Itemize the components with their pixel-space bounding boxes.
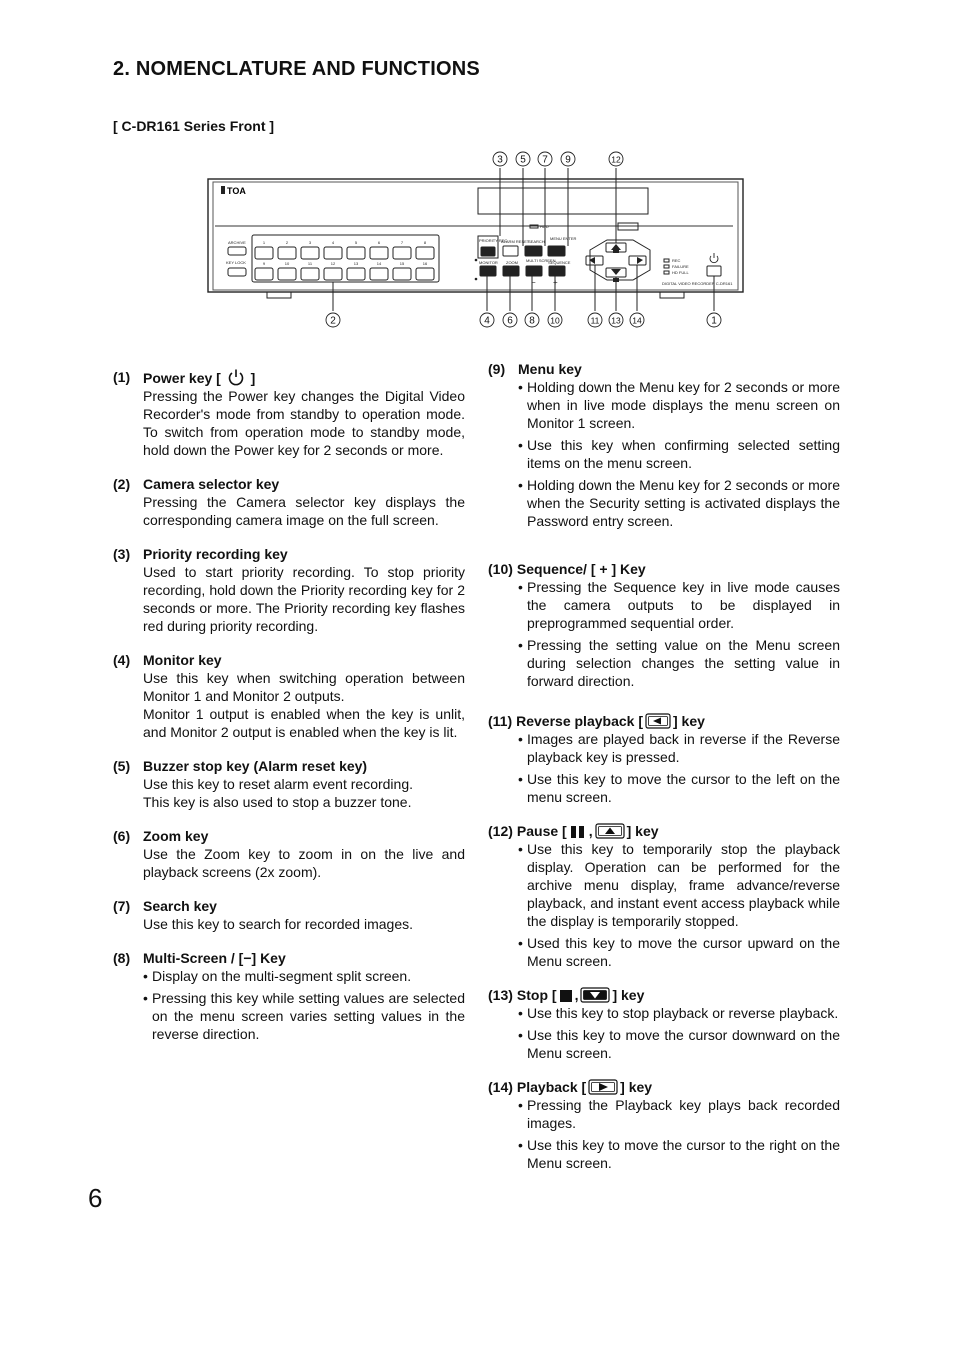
item-description: Use this key when switching operation between Monitor 1 and Monitor 2 outputs. — [143, 670, 465, 704]
item-title: Stop [ , ] key — [516, 987, 645, 1003]
search-label: SEARCH — [528, 239, 545, 244]
item-number: (12) — [488, 823, 513, 839]
camera-key-number: 15 — [399, 261, 405, 266]
camera-key — [347, 247, 365, 259]
item-number: (2) — [113, 476, 131, 492]
item-title: Playback [ ] key — [516, 1079, 653, 1095]
page-number: 6 — [88, 1183, 103, 1213]
item-multi-screen-key — [113, 949, 465, 1043]
camera-key — [393, 247, 411, 259]
callout-number: 2 — [330, 315, 336, 327]
camera-key-number: 10 — [284, 261, 290, 266]
zoom-label: ZOOM — [506, 260, 518, 265]
callout-number: 8 — [529, 315, 535, 327]
monitor-label: MONITOR — [479, 260, 498, 265]
item-title: Buzzer stop key (Alarm reset key) — [143, 758, 368, 774]
bullet: • Pressing the Playback key plays back recorded images. — [518, 1096, 840, 1132]
menu-label: MENU ENTER — [550, 236, 577, 241]
callout-number: 1 — [711, 315, 717, 327]
item-title: Search key — [143, 898, 217, 914]
camera-key — [416, 268, 434, 280]
callout-number: 10 — [550, 315, 560, 326]
archive-label: ARCHIVE — [228, 240, 246, 245]
item-number: (9) — [488, 361, 506, 377]
camera-key — [347, 268, 365, 280]
camera-key-number: 6 — [377, 240, 381, 245]
key-lock-label: KEY LOCK — [226, 260, 246, 265]
item-sequence-key — [488, 560, 840, 690]
camera-key-number: 13 — [353, 261, 359, 266]
item-description: Use this key to reset alarm event recording. — [143, 776, 414, 792]
camera-key-number: 2 — [285, 240, 289, 245]
front-panel-diagram — [205, 148, 750, 338]
item-playback-key — [488, 1078, 840, 1172]
item-title: Zoom key — [143, 828, 209, 844]
callout-number: 5 — [520, 154, 526, 166]
priority-label: PRIORITY REC — [479, 238, 508, 243]
bullet: • Holding down the Menu key for 2 seconds or more when the Security setting is activated displays the Password entry screen. — [518, 476, 840, 530]
reverse-playback-icon — [645, 713, 671, 729]
callout-number: 12 — [611, 154, 621, 165]
item-title: Power key [ ] — [143, 370, 256, 386]
camera-key-number: 1 — [262, 240, 266, 245]
callout-number: 9 — [565, 154, 571, 166]
camera-key-number: 11 — [307, 261, 313, 266]
left-column — [113, 368, 465, 1059]
camera-key — [255, 268, 273, 280]
item-stop-key — [488, 986, 840, 1062]
camera-key — [416, 247, 434, 259]
camera-key — [370, 268, 388, 280]
bullet: • Pressing this key while setting values are selected on the menu screen varies setting values in the reverse direction. — [143, 989, 465, 1043]
item-number: (1) — [113, 369, 131, 385]
item-number: (11) — [488, 713, 513, 729]
hd-full-label: HD FULL — [672, 270, 689, 275]
minus-label: − — [531, 278, 536, 287]
up-arrow-key-icon — [595, 823, 625, 839]
item-title: Sequence/ [ + ] Key — [516, 561, 646, 577]
camera-key-number: 12 — [330, 261, 336, 266]
camera-key — [324, 268, 342, 280]
item-search-key — [113, 897, 465, 933]
item-title: Priority recording key — [143, 546, 288, 562]
bullet: • Use this key to temporarily stop the playback display. Operation can be performed for the archive menu display, frame advance/reverse playback, and instant event access playback while the display is temporarily stopped. — [518, 840, 840, 930]
callout-number: 11 — [590, 315, 600, 326]
failure-label: FAILURE — [672, 264, 689, 269]
item-description: Monitor 1 output is enabled when the key is unlit, and Monitor 2 output is enabled when the key is lit. — [143, 706, 465, 740]
camera-key-number: 9 — [262, 261, 266, 266]
callout-number: 14 — [632, 315, 642, 326]
multi-label: MULTI SCREEN — [526, 258, 556, 263]
item-priority-recording-key — [113, 545, 465, 635]
hdd-label: HDD — [540, 224, 549, 229]
camera-key-number: 3 — [308, 240, 312, 245]
bullet: • Display on the multi-segment split screen. — [143, 967, 465, 985]
item-number: (14) — [488, 1079, 513, 1095]
down-arrow-key-icon — [580, 987, 610, 1003]
item-title: Camera selector key — [143, 476, 280, 492]
item-power-key — [113, 368, 465, 459]
item-description: Use the Zoom key to zoom in on the live and playback screens (2x zoom). — [143, 846, 465, 880]
camera-key — [301, 247, 319, 259]
item-title: Pause [ , ] key — [516, 823, 659, 839]
alarm-reset-label: ALARM RESET — [501, 239, 530, 244]
stop-icon — [559, 989, 573, 1003]
bullet: • Holding down the Menu key for 2 seconds or more when in live mode displays the menu screen on Monitor 1 screen. — [518, 378, 840, 432]
item-reverse-playback-key — [488, 712, 840, 806]
item-number: (4) — [113, 652, 131, 668]
item-description: Pressing the Camera selector key displays the corresponding camera image on the full screen. — [143, 494, 465, 528]
bullet: • Images are played back in reverse if the Reverse playback key is pressed. — [518, 730, 840, 766]
camera-key — [278, 268, 296, 280]
item-monitor-key — [113, 651, 465, 741]
bullet: • Use this key to move the cursor downward on the Menu screen. — [518, 1026, 840, 1062]
item-title: Reverse playback [ ] key — [516, 713, 705, 729]
model-label: DIGITAL VIDEO RECORDER C-DR161 — [662, 281, 733, 286]
bullet: • Use this key to move the cursor to the right on the Menu screen. — [518, 1136, 840, 1172]
item-number: (10) — [488, 561, 513, 577]
bullet: • Pressing the Sequence key in live mode causes the camera outputs to be displayed in preprogrammed sequential order. — [518, 578, 840, 632]
callout-number: 7 — [542, 154, 548, 166]
item-pause-key — [488, 822, 840, 970]
section-subtitle: [ C-DR161 Series Front ] — [113, 118, 275, 134]
camera-key-number: 14 — [376, 261, 382, 266]
callout-number: 3 — [497, 154, 503, 166]
item-number: (6) — [113, 828, 131, 844]
bullet: • Use this key to stop playback or reverse playback. — [518, 1004, 840, 1022]
item-number: (8) — [113, 950, 131, 966]
item-description: This key is also used to stop a buzzer tone. — [143, 794, 412, 810]
item-number: (5) — [113, 758, 131, 774]
bullet: • Pressing the setting value on the Menu screen during selection changes the setting value in forward direction. — [518, 636, 840, 690]
item-title: Monitor key — [143, 652, 222, 668]
camera-key-number: 5 — [354, 240, 358, 245]
power-icon — [710, 253, 718, 263]
item-buzzer-stop-key — [113, 757, 465, 811]
camera-key-number: 4 — [331, 240, 335, 245]
rec-label: REC — [672, 258, 681, 263]
item-number: (3) — [113, 546, 131, 562]
item-number: (13) — [488, 987, 513, 1003]
plus-label: + — [553, 278, 558, 287]
callout-number: 13 — [611, 315, 621, 326]
item-number: (7) — [113, 898, 131, 914]
camera-key — [301, 268, 319, 280]
item-zoom-key — [113, 827, 465, 881]
item-description: Use this key to search for recorded images. — [143, 916, 414, 932]
bullet: • Used this key to move the cursor upward on the Menu screen. — [518, 934, 840, 970]
callout-number: 4 — [484, 315, 490, 327]
item-title: Multi-Screen / [−] Key — [143, 950, 286, 966]
power-icon — [227, 368, 245, 386]
item-description: Used to start priority recording. To stop priority recording, hold down the Priority recording key for 2 seconds or more. The Priority recording key flashes red during priority recording. — [143, 564, 465, 634]
item-title: Menu key — [518, 361, 582, 377]
camera-key — [255, 247, 273, 259]
playback-icon — [588, 1079, 618, 1095]
bullet: • Use this key to move the cursor to the left on the menu screen. — [518, 770, 840, 806]
camera-key-number: 7 — [400, 240, 404, 245]
camera-key-number: 8 — [423, 240, 427, 245]
sequence-label: SEQUENCE — [548, 260, 571, 265]
camera-selector-keys — [255, 240, 434, 280]
camera-key — [393, 268, 411, 280]
camera-key — [324, 247, 342, 259]
item-menu-key — [488, 360, 840, 530]
item-description: Pressing the Power key changes the Digital Video Recorder's mode from standby to operation mode. To switch from operation mode to standby mode, hold down the Power key for 2 seconds or more. — [143, 388, 465, 458]
bullet: • Use this key when confirming selected setting items on the menu screen. — [518, 436, 840, 472]
pause-icon — [569, 825, 587, 839]
camera-key — [278, 247, 296, 259]
callout-number: 6 — [507, 315, 513, 327]
right-column — [488, 360, 840, 1188]
item-camera-selector-key — [113, 475, 465, 529]
camera-key-number: 16 — [422, 261, 428, 266]
brand-logo: TOA — [227, 186, 246, 196]
page-title: 2. NOMENCLATURE AND FUNCTIONS — [113, 58, 480, 80]
camera-key — [370, 247, 388, 259]
